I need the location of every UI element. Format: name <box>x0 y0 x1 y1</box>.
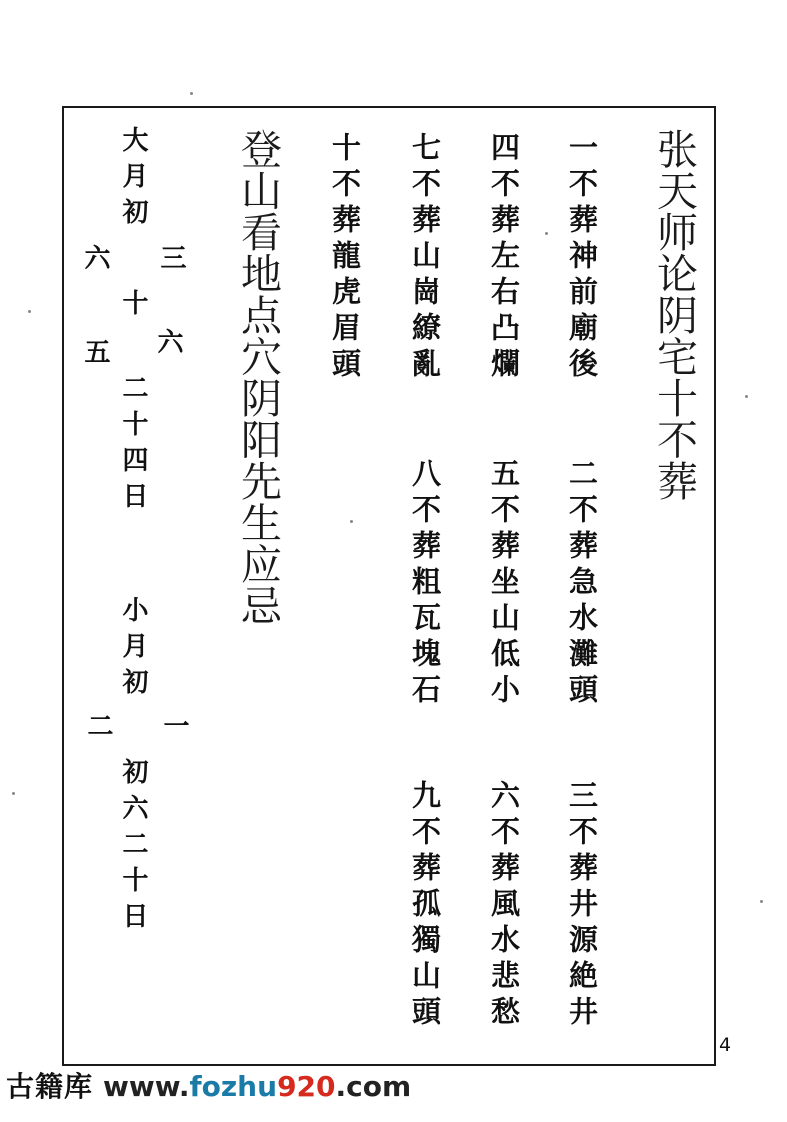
footer-brand: 古籍库 <box>6 1070 94 1103</box>
footer-url-prefix[interactable]: www. <box>103 1070 190 1103</box>
rule-3: 三不葬井源絶井 <box>565 780 599 1032</box>
scan-speck <box>545 232 548 235</box>
main-title: 张天师论阴宅十不葬 <box>650 128 698 502</box>
big-month-day: 二十四日 <box>118 374 148 518</box>
scan-speck <box>760 900 763 903</box>
big-month-label: 大月初 <box>118 126 148 234</box>
page-number: 4 <box>719 1034 732 1056</box>
rule-6: 六不葬風水悲愁 <box>487 780 521 1032</box>
footer-url-suffix[interactable]: .com <box>335 1070 412 1103</box>
big-month-d: 十 <box>118 289 148 325</box>
scan-speck <box>190 92 193 95</box>
rule-8: 八不葬粗瓦塊石 <box>408 458 442 710</box>
footer-watermark <box>6 1070 412 1103</box>
rule-2: 二不葬急水灘頭 <box>565 458 599 710</box>
footer-url-digits[interactable]: 920 <box>277 1070 336 1103</box>
big-month-c: 六 <box>80 244 110 280</box>
scan-speck <box>745 395 748 398</box>
big-month-a: 三 <box>156 244 186 280</box>
section-title: 登山看地点穴阴阳先生应忌 <box>234 128 282 626</box>
scan-speck <box>350 520 353 523</box>
footer-url-name[interactable]: fozhu <box>189 1070 278 1103</box>
rule-1: 一不葬神前廟後 <box>565 132 599 384</box>
rule-10: 十不葬龍虎眉頭 <box>328 132 362 384</box>
scan-speck <box>28 310 31 313</box>
small-month-a: 一 <box>159 712 189 748</box>
small-month-label: 小月初 <box>118 596 148 704</box>
rule-9: 九不葬孤獨山頭 <box>408 780 442 1032</box>
big-month-b: 六 <box>153 328 183 364</box>
big-month-e: 五 <box>80 338 110 374</box>
rule-4: 四不葬左右凸爛 <box>487 132 521 384</box>
scan-speck <box>12 792 15 795</box>
rule-7: 七不葬山崗繚亂 <box>408 132 442 384</box>
small-month-day: 初六二十日 <box>118 758 148 938</box>
small-month-b: 二 <box>83 712 113 748</box>
rule-5: 五不葬坐山低小 <box>487 458 521 710</box>
